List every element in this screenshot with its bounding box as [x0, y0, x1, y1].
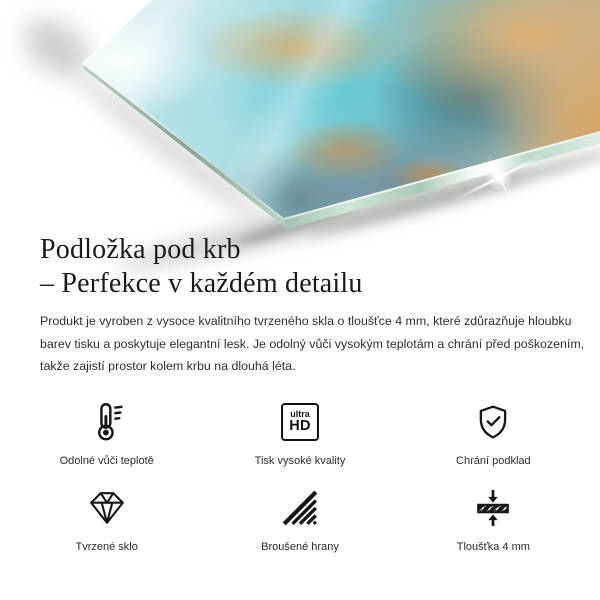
description-line: takže zajistí prostor kolem krbu na dlouhá léta. — [40, 359, 296, 374]
feature-grid — [10, 400, 590, 555]
thickness-icon — [474, 486, 512, 530]
feature-polished-edges — [203, 486, 396, 555]
feature-thickness — [397, 486, 590, 555]
feature-label: Chrání podklad — [456, 455, 531, 467]
page-title — [40, 233, 363, 301]
feature-heat-resistant — [10, 400, 203, 469]
product-description — [40, 310, 584, 378]
ultra-hd-icon — [281, 400, 319, 444]
beveled-edge-icon — [280, 486, 320, 530]
feature-label: Odolné vůči teplotě — [59, 455, 154, 467]
thermometer-icon — [90, 400, 124, 444]
feature-label: Broušené hrany — [261, 541, 339, 553]
product-photo — [0, 0, 600, 236]
feature-tempered-glass — [10, 486, 203, 555]
feature-print-quality — [203, 400, 396, 469]
diamond-icon — [86, 486, 128, 530]
ultra-hd-icon-text: ultra — [290, 409, 310, 419]
page-title-line2: – Perfekce v každém detailu — [40, 268, 363, 299]
page-title-line1: Podložka pod krb — [40, 234, 241, 265]
shield-check-icon — [474, 400, 512, 444]
feature-protects-floor — [397, 400, 590, 469]
feature-label: Tisk vysoké kvality — [254, 455, 346, 467]
feature-label: Tloušťka 4 mm — [456, 541, 530, 553]
ultra-hd-icon-text: HD — [289, 418, 311, 434]
description-line: barev tisku a poskytuje elegantní lesk. Je odolný vůči vysokým teplotám a chrání před poškozením, — [40, 336, 585, 351]
feature-label: Tvrzené sklo — [75, 541, 138, 553]
description-line: Produkt je vyroben z vysoce kvalitního tvrzeného skla o tloušťce 4 mm, které zdůrazňuje hloubku — [40, 314, 572, 328]
